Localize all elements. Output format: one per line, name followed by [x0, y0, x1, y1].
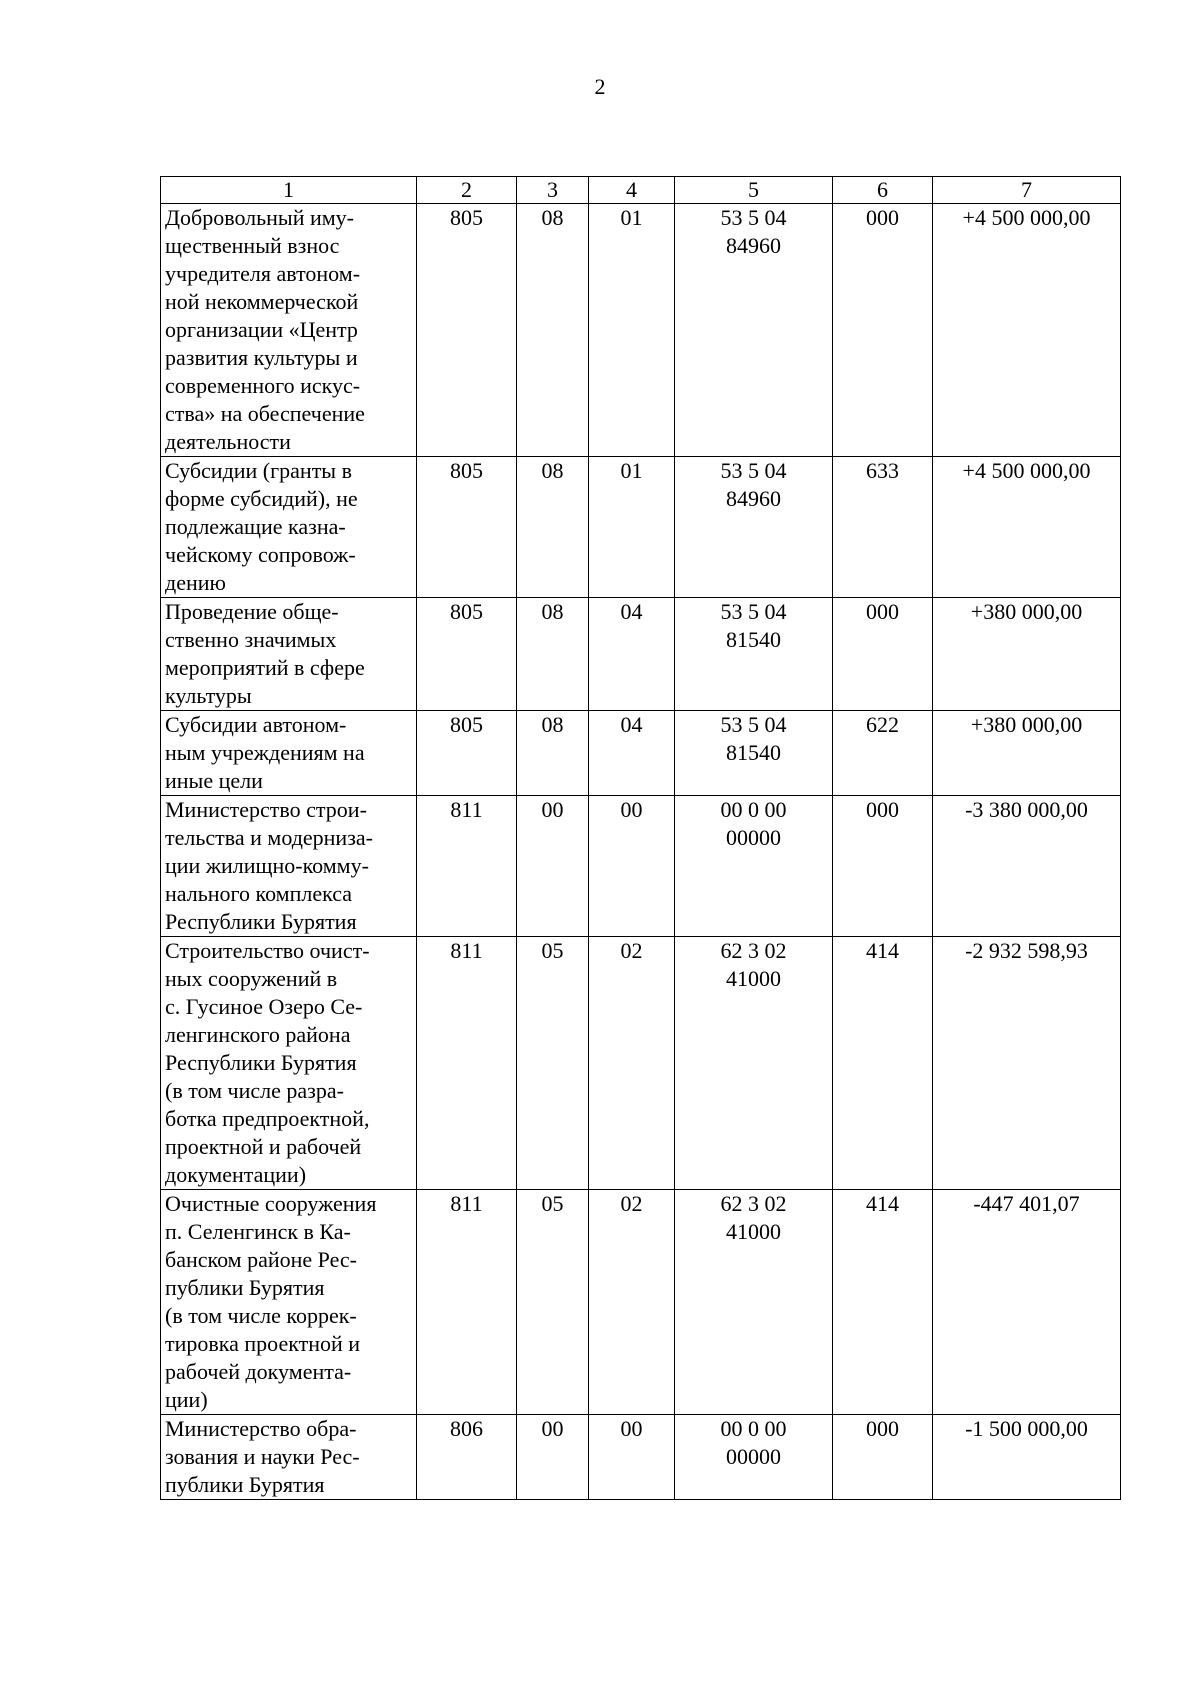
row-name: Министерство строи- тельства и модерниза- ции жилищно-комму- нального комплекса Республики Бурятия — [165, 797, 373, 934]
row-name-cell — [161, 1415, 417, 1500]
row-name-cell — [161, 796, 417, 937]
expense-type-code: 000 — [833, 796, 933, 937]
row-name-cell — [161, 204, 417, 457]
row-name: Строительство очист- ных сооружений в с. Гусиное Озеро Се- ленгинского района Республики Бурятия (в том числе разра- ботка предпроектной, проектной и рабочей документации) — [165, 938, 370, 1187]
target-article-line1: 53 5 04 — [720, 712, 787, 737]
header-col-5: 5 — [675, 177, 833, 204]
row-name: Министерство обра- зования и науки Рес- публики Бурятия — [165, 1416, 360, 1497]
table-row — [161, 457, 1121, 598]
section-code: 05 — [517, 937, 589, 1190]
target-article-cell — [675, 204, 833, 457]
target-article-line2: 41000 — [726, 1219, 781, 1244]
page-number: 2 — [594, 74, 606, 99]
section-code: 08 — [517, 598, 589, 711]
ministry-code: 805 — [417, 457, 517, 598]
target-article-cell — [675, 598, 833, 711]
subsection-code: 00 — [589, 796, 675, 937]
expense-type-code: 000 — [833, 598, 933, 711]
section-code: 00 — [517, 1415, 589, 1500]
section-code: 08 — [517, 204, 589, 457]
target-article-line1: 53 5 04 — [720, 458, 787, 483]
table-row — [161, 711, 1121, 796]
row-name-cell — [161, 937, 417, 1190]
row-name: Субсидии автоном- ным учреждениям на иные цели — [165, 712, 365, 793]
target-article-line1: 00 0 00 — [720, 797, 787, 822]
amount: +4 500 000,00 — [933, 204, 1121, 457]
target-article-cell — [675, 796, 833, 937]
ministry-code: 805 — [417, 204, 517, 457]
row-name: Добровольный иму- щественный взнос учредителя автоном- ной некоммерческой организации «Центр развития культуры и современного искус- ства» на обеспечение деятельности — [165, 205, 365, 454]
section-code: 08 — [517, 457, 589, 598]
header-col-6: 6 — [833, 177, 933, 204]
amount: +380 000,00 — [933, 711, 1121, 796]
subsection-code: 04 — [589, 711, 675, 796]
section-code: 05 — [517, 1190, 589, 1415]
target-article-cell — [675, 711, 833, 796]
header-col-4: 4 — [589, 177, 675, 204]
table-row — [161, 1190, 1121, 1415]
subsection-code: 02 — [589, 1190, 675, 1415]
expense-type-code: 000 — [833, 1415, 933, 1500]
amount: -2 932 598,93 — [933, 937, 1121, 1190]
row-name-cell — [161, 711, 417, 796]
target-article-line1: 62 3 02 — [720, 1191, 787, 1216]
subsection-code: 00 — [589, 1415, 675, 1500]
expense-type-code: 633 — [833, 457, 933, 598]
subsection-code: 04 — [589, 598, 675, 711]
target-article-cell — [675, 457, 833, 598]
header-row — [161, 177, 1121, 204]
row-name-cell — [161, 598, 417, 711]
target-article-line1: 62 3 02 — [720, 938, 787, 963]
target-article-line1: 53 5 04 — [720, 205, 787, 230]
ministry-code: 805 — [417, 711, 517, 796]
target-article-line2: 84960 — [726, 486, 781, 511]
target-article-line2: 00000 — [726, 1444, 781, 1469]
expense-type-code: 622 — [833, 711, 933, 796]
row-name: Проведение обще- ственно значимых мероприятий в сфере культуры — [165, 599, 365, 708]
target-article-cell — [675, 937, 833, 1190]
target-article-line2: 81540 — [726, 627, 781, 652]
expense-type-code: 000 — [833, 204, 933, 457]
header-col-3: 3 — [517, 177, 589, 204]
target-article-cell — [675, 1415, 833, 1500]
amount: +380 000,00 — [933, 598, 1121, 711]
table-row — [161, 796, 1121, 937]
table-row — [161, 937, 1121, 1190]
subsection-code: 02 — [589, 937, 675, 1190]
ministry-code: 806 — [417, 1415, 517, 1500]
amount: +4 500 000,00 — [933, 457, 1121, 598]
header-col-7: 7 — [933, 177, 1121, 204]
ministry-code: 805 — [417, 598, 517, 711]
table-row — [161, 204, 1121, 457]
row-name-cell — [161, 457, 417, 598]
target-article-line1: 00 0 00 — [720, 1416, 787, 1441]
ministry-code: 811 — [417, 937, 517, 1190]
row-name: Очистные сооружения п. Селенгинск в Ка- банском районе Рес- публики Бурятия (в том числе коррек- тировка проектной и рабочей документа- ции) — [165, 1191, 377, 1412]
target-article-line2: 41000 — [726, 966, 781, 991]
ministry-code: 811 — [417, 1190, 517, 1415]
ministry-code: 811 — [417, 796, 517, 937]
row-name: Субсидии (гранты в форме субсидий), не подлежащие казна- чейскому сопровож- дению — [165, 458, 358, 595]
amount: -447 401,07 — [933, 1190, 1121, 1415]
subsection-code: 01 — [589, 204, 675, 457]
target-article-line2: 84960 — [726, 233, 781, 258]
table-row — [161, 598, 1121, 711]
target-article-line2: 00000 — [726, 825, 781, 850]
row-name-cell — [161, 1190, 417, 1415]
section-code: 00 — [517, 796, 589, 937]
amount: -1 500 000,00 — [933, 1415, 1121, 1500]
target-article-line2: 81540 — [726, 740, 781, 765]
amount: -3 380 000,00 — [933, 796, 1121, 937]
expense-type-code: 414 — [833, 937, 933, 1190]
subsection-code: 01 — [589, 457, 675, 598]
budget-table — [160, 176, 1121, 1500]
expense-type-code: 414 — [833, 1190, 933, 1415]
target-article-line1: 53 5 04 — [720, 599, 787, 624]
header-col-1: 1 — [161, 177, 417, 204]
target-article-cell — [675, 1190, 833, 1415]
section-code: 08 — [517, 711, 589, 796]
table-row — [161, 1415, 1121, 1500]
header-col-2: 2 — [417, 177, 517, 204]
